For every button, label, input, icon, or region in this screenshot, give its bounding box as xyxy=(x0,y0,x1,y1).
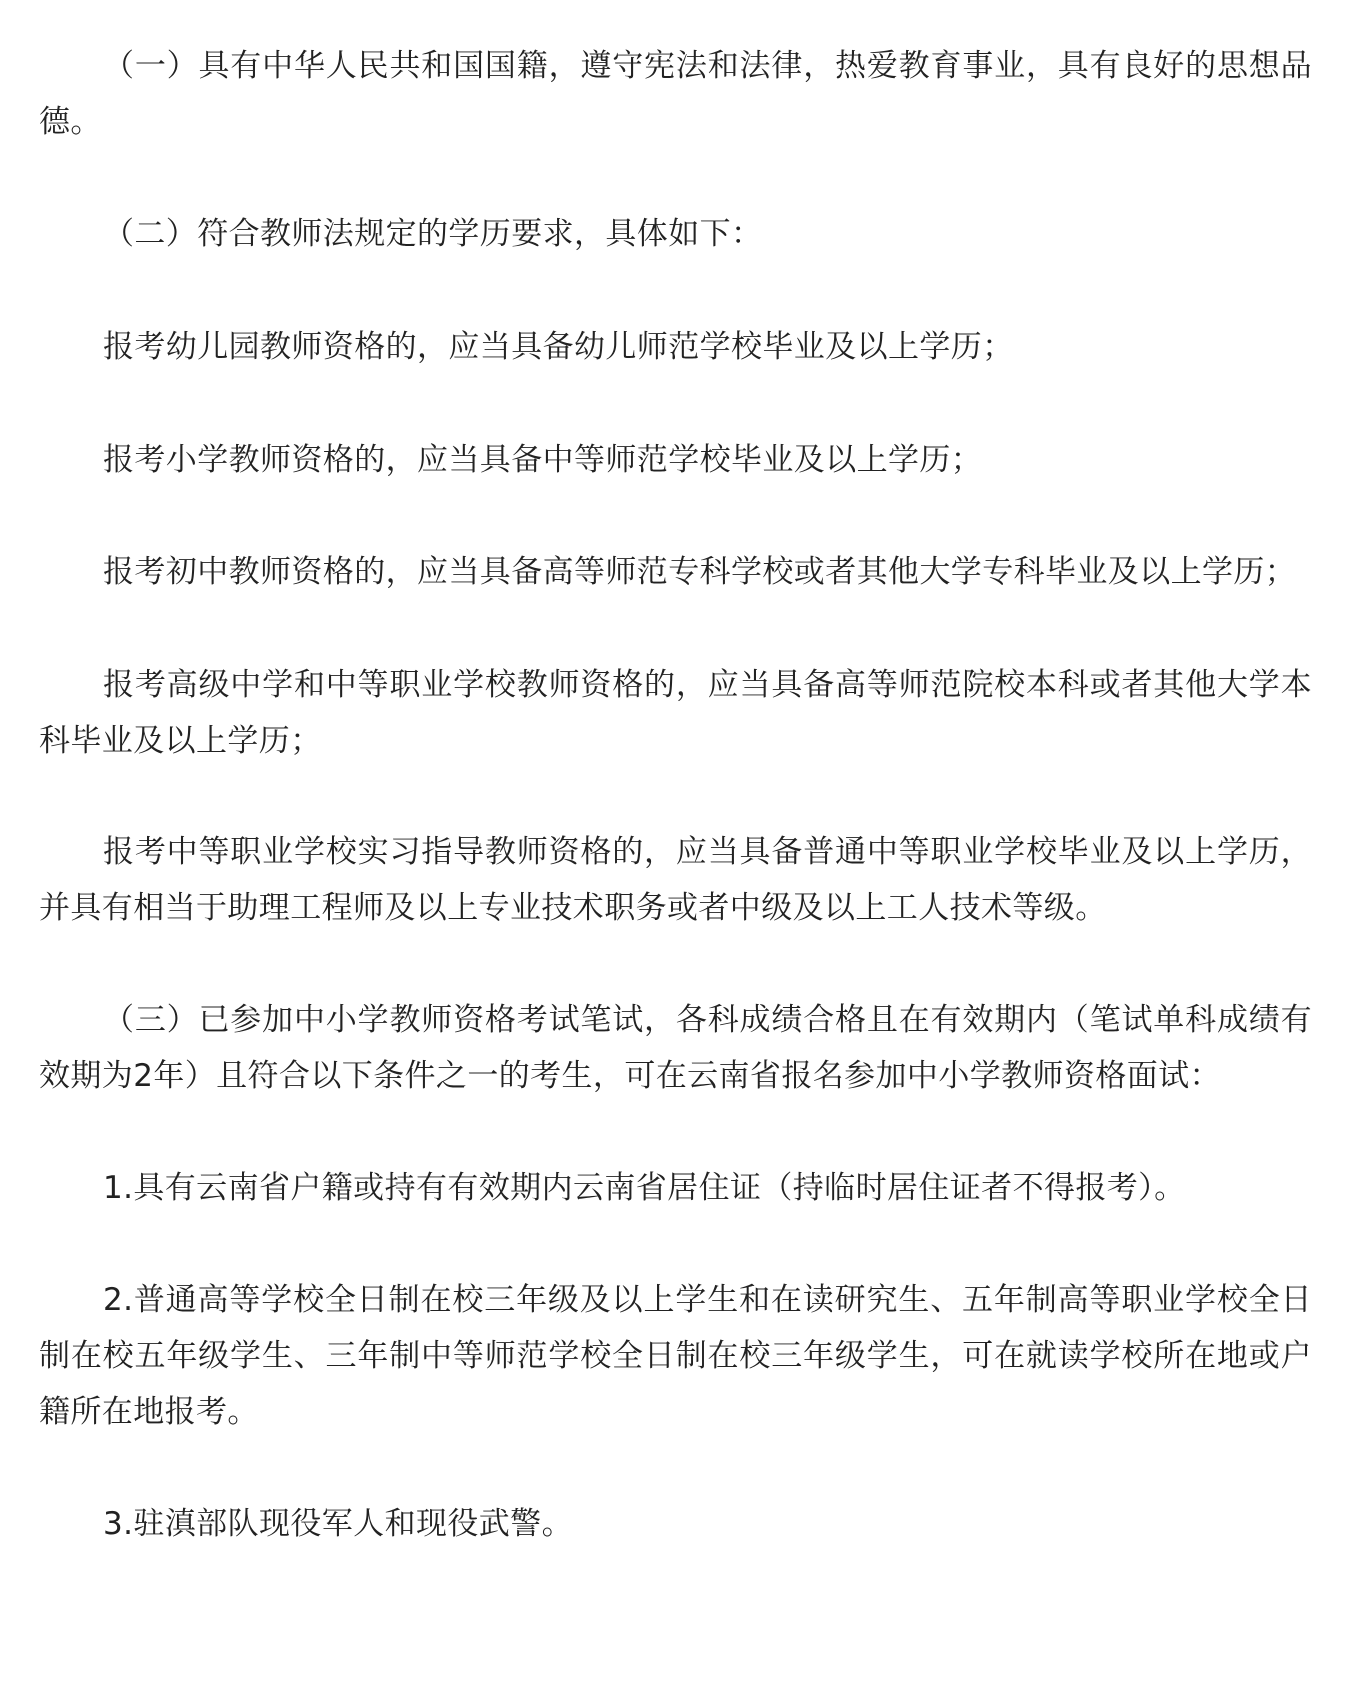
education-kindergarten: 报考幼儿园教师资格的，应当具备幼儿师范学校毕业及以上学历； xyxy=(103,329,1014,365)
education-primary: 报考小学教师资格的，应当具备中等师范学校毕业及以上学历； xyxy=(103,442,983,478)
condition-2-students: 2.普通高等学校全日制在校三年级及以上学生和在读研究生、五年制高等职业学校全日制在校五年级学生、三年制中等师范学校全日制在校三年级学生，可在就读学校所在地或户籍所在地报考。 xyxy=(39,1282,1312,1430)
requirement-1-nationality: （一）具有中华人民共和国国籍，遵守宪法和法律，热爱教育事业，具有良好的思想品德。 xyxy=(39,48,1312,140)
education-junior-high: 报考初中教师资格的，应当具备高等师范专科学校或者其他大学专科毕业及以上学历； xyxy=(103,554,1297,590)
requirement-3-exam-heading: （三）已参加中小学教师资格考试笔试，各科成绩合格且在有效期内（笔试单科成绩有效期为2年）且符合以下条件之一的考生，可在云南省报名参加中小学教师资格面试： xyxy=(39,1002,1312,1094)
condition-3-military: 3.驻滇部队现役军人和现役武警。 xyxy=(103,1506,573,1542)
education-senior-high-vocational: 报考高级中学和中等职业学校教师资格的，应当具备高等师范院校本科或者其他大学本科毕业及以上学历； xyxy=(39,667,1312,759)
requirement-2-education-heading: （二）符合教师法规定的学历要求，具体如下： xyxy=(103,216,763,252)
condition-1-residency: 1.具有云南省户籍或持有有效期内云南省居住证（持临时居住证者不得报考）。 xyxy=(103,1170,1186,1206)
education-vocational-practice-instructor: 报考中等职业学校实习指导教师资格的，应当具备普通中等职业学校毕业及以上学历，并具有相当于助理工程师及以上专业技术职务或者中级及以上工人技术等级。 xyxy=(39,834,1312,926)
